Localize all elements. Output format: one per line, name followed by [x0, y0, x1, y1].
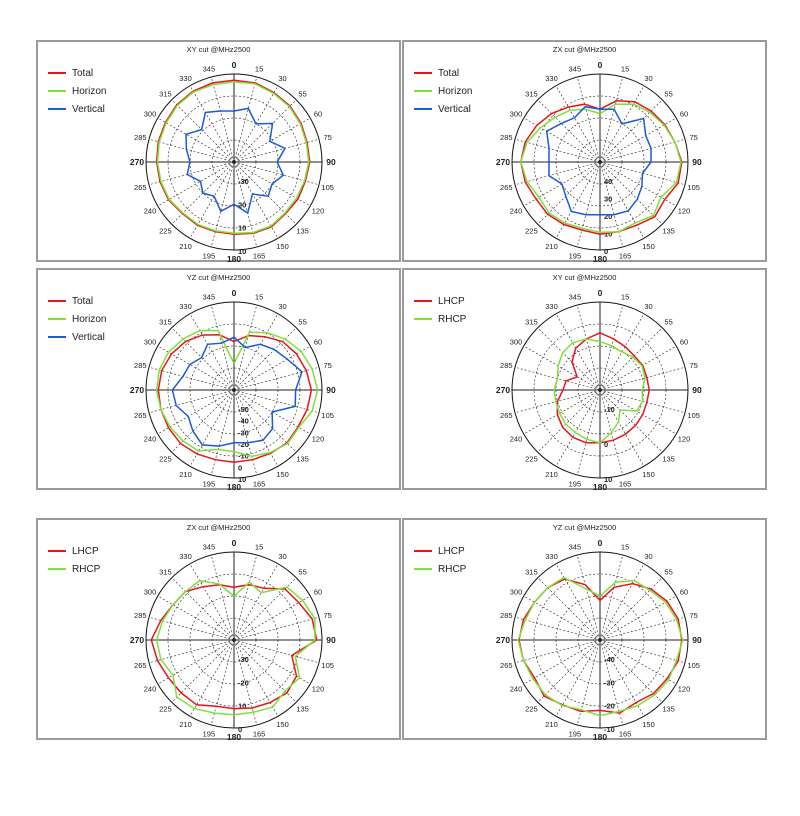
angle-label: 285 — [500, 360, 513, 370]
angle-label: 55 — [664, 317, 673, 327]
angle-label: 165 — [618, 251, 632, 261]
angle-label: 105 — [321, 661, 334, 671]
angle-label: 120 — [677, 206, 691, 216]
angle-label: 75 — [689, 360, 698, 370]
angle-label: 150 — [642, 242, 655, 252]
angle-label: 210 — [545, 242, 558, 252]
legend — [414, 292, 466, 328]
angle-label: 265 — [500, 183, 513, 193]
grid-spoke — [515, 617, 600, 640]
legend-item — [414, 100, 472, 118]
legend-label: Horizon — [438, 85, 473, 97]
angle-label: 0 — [597, 538, 603, 548]
angle-label: 180 — [592, 732, 608, 742]
radial-label: -10 — [604, 725, 615, 734]
angle-label: 180 — [226, 254, 242, 264]
grid-spoke — [149, 162, 234, 185]
legend-label: Vertical — [72, 103, 105, 115]
legend — [414, 542, 466, 578]
angle-label: 60 — [679, 109, 689, 119]
radial-label: 10 — [238, 247, 247, 256]
radial-label: 0 — [604, 247, 609, 256]
angle-label: 315 — [525, 89, 538, 99]
angle-label: 240 — [143, 206, 157, 216]
angle-label: 195 — [568, 251, 582, 261]
grid-spoke — [158, 118, 234, 162]
legend-label: Horizon — [72, 85, 107, 97]
angle-label: 270 — [495, 635, 511, 645]
radial-label: -30 — [238, 655, 249, 664]
angle-label: 300 — [143, 109, 157, 119]
angle-label: 30 — [644, 551, 653, 561]
legend-label: RHCP — [438, 563, 467, 575]
angle-label: 120 — [677, 434, 691, 444]
legend-item — [48, 100, 106, 118]
angle-label: 180 — [226, 482, 242, 492]
radial-label: -20 — [238, 440, 249, 449]
angle-label: 225 — [525, 454, 538, 464]
angle-label: 55 — [298, 567, 307, 577]
radial-label: 0 — [604, 440, 609, 449]
radial-label: 20 — [604, 212, 613, 221]
angle-label: 0 — [597, 288, 603, 298]
angle-label: 330 — [545, 551, 558, 561]
angle-label: 30 — [278, 301, 287, 311]
angle-label: 135 — [662, 226, 675, 236]
chart-panel-zx-cut-cp — [36, 518, 401, 740]
radial-label: 10 — [238, 223, 247, 233]
radial-label: 30 — [604, 194, 613, 204]
legend-item — [414, 82, 472, 100]
grid-spoke — [149, 617, 234, 640]
grid-spoke — [190, 314, 234, 390]
chart-panel-yz-cut — [36, 268, 401, 490]
legend — [414, 64, 472, 118]
legend-item — [414, 64, 472, 82]
angle-label: 105 — [687, 411, 700, 421]
angle-label: 265 — [134, 661, 147, 671]
grid-spoke — [172, 390, 234, 452]
angle-label: 315 — [159, 89, 172, 99]
legend-label: Total — [72, 67, 94, 79]
grid-spoke — [234, 617, 319, 640]
grid-spoke — [538, 640, 600, 702]
angle-label: 15 — [620, 292, 630, 302]
angle-label: 300 — [509, 587, 523, 597]
angle-label: 75 — [323, 610, 332, 620]
angle-label: 120 — [311, 206, 325, 216]
angle-label: 15 — [254, 292, 264, 302]
angle-label: 345 — [568, 64, 582, 74]
angle-label: 225 — [525, 226, 538, 236]
angle-label: 210 — [545, 720, 558, 730]
angle-label: 330 — [179, 73, 192, 83]
angle-label: 195 — [568, 479, 582, 489]
angle-label: 300 — [143, 337, 157, 347]
angle-label: 30 — [644, 73, 653, 83]
angle-label: 135 — [296, 226, 309, 236]
legend-item — [48, 82, 106, 100]
radial-label: 40 — [604, 177, 613, 186]
angle-label: 60 — [313, 337, 323, 347]
angle-label: 315 — [525, 317, 538, 327]
chart-title: YZ cut @MHz2500 — [552, 523, 617, 532]
angle-label: 165 — [252, 251, 266, 261]
radial-label: 10 — [604, 475, 613, 484]
chart-panel-xy-cut — [36, 40, 401, 262]
legend-item — [414, 560, 466, 578]
angle-label: 105 — [321, 183, 334, 193]
legend-item — [48, 328, 106, 346]
grid-spoke — [515, 640, 600, 663]
angle-label: 165 — [618, 479, 632, 489]
angle-label: 345 — [202, 542, 216, 552]
angle-label: 90 — [692, 385, 702, 395]
angle-label: 90 — [326, 635, 336, 645]
grid-spoke — [556, 86, 600, 162]
angle-label: 0 — [231, 538, 237, 548]
radial-label: -30 — [238, 177, 249, 186]
angle-label: 0 — [597, 60, 603, 70]
angle-label: 120 — [311, 434, 325, 444]
angle-label: 330 — [545, 73, 558, 83]
angle-label: 345 — [568, 542, 582, 552]
angle-label: 75 — [689, 132, 698, 142]
angle-label: 345 — [202, 64, 216, 74]
chart-panel-zx-cut — [402, 40, 767, 262]
angle-label: 135 — [296, 454, 309, 464]
legend-item — [48, 310, 106, 328]
angle-label: 210 — [545, 470, 558, 480]
legend-item — [414, 310, 466, 328]
angle-label: 30 — [278, 73, 287, 83]
angle-label: 265 — [500, 661, 513, 671]
angle-label: 150 — [276, 720, 289, 730]
angle-label: 285 — [500, 132, 513, 142]
angle-label: 90 — [692, 635, 702, 645]
angle-label: 120 — [677, 684, 691, 694]
angle-label: 225 — [159, 704, 172, 714]
grid-spoke — [211, 555, 234, 640]
radial-label: -20 — [604, 701, 615, 711]
angle-label: 300 — [509, 337, 523, 347]
grid-spoke — [234, 162, 296, 224]
grid-spoke — [149, 390, 234, 413]
angle-label: 270 — [495, 385, 511, 395]
legend-label: Horizon — [72, 313, 107, 325]
grid-spoke — [556, 564, 600, 640]
angle-label: 330 — [179, 551, 192, 561]
angle-label: 345 — [568, 292, 582, 302]
angle-label: 105 — [321, 411, 334, 421]
legend-item — [48, 292, 106, 310]
angle-label: 165 — [252, 729, 266, 739]
angle-label: 90 — [326, 157, 336, 167]
chart-title: ZX cut @MHz2500 — [552, 45, 617, 54]
chart-title: XY cut @MHz2500 — [186, 45, 251, 54]
grid-spoke — [158, 596, 234, 640]
grid-spoke — [524, 640, 600, 684]
angle-label: 225 — [525, 704, 538, 714]
angle-label: 210 — [179, 470, 192, 480]
grid-spoke — [211, 640, 234, 725]
angle-label: 180 — [592, 254, 608, 264]
radial-label: -30 — [604, 678, 615, 688]
radial-label: 10 — [238, 701, 247, 711]
angle-label: 60 — [313, 587, 323, 597]
grid-spoke — [190, 564, 234, 640]
angle-label: 90 — [692, 157, 702, 167]
legend-label: Vertical — [438, 103, 471, 115]
angle-label: 60 — [313, 109, 323, 119]
legend-item — [48, 560, 100, 578]
chart-title: ZX cut @MHz2500 — [186, 523, 251, 532]
legend-label: RHCP — [438, 313, 467, 325]
legend-item — [414, 542, 466, 560]
legend-label: RHCP — [72, 563, 101, 575]
angle-label: 240 — [509, 434, 523, 444]
radial-label: 0 — [238, 725, 243, 734]
angle-label: 300 — [143, 587, 157, 597]
angle-label: 60 — [679, 587, 689, 597]
angle-label: 15 — [620, 542, 630, 552]
angle-label: 105 — [687, 661, 700, 671]
angle-label: 315 — [159, 317, 172, 327]
angle-label: 195 — [202, 479, 216, 489]
radial-label: -20 — [238, 678, 249, 688]
angle-label: 265 — [500, 411, 513, 421]
grid-spoke — [211, 305, 234, 390]
angle-label: 135 — [662, 704, 675, 714]
grid-spoke — [600, 305, 623, 390]
angle-label: 0 — [231, 60, 237, 70]
angle-label: 55 — [664, 567, 673, 577]
series-line-rhcp — [157, 581, 315, 715]
angle-label: 285 — [134, 132, 147, 142]
legend-label: Total — [72, 295, 94, 307]
grid-spoke — [211, 77, 234, 162]
grid-spoke — [600, 640, 662, 702]
angle-label: 240 — [143, 684, 157, 694]
angle-label: 270 — [129, 385, 145, 395]
radial-label: -10 — [604, 405, 615, 414]
angle-label: 195 — [202, 251, 216, 261]
grid-spoke — [190, 162, 234, 238]
angle-label: 270 — [129, 635, 145, 645]
angle-label: 240 — [509, 684, 523, 694]
angle-label: 180 — [592, 482, 608, 492]
grid-spoke — [524, 390, 600, 434]
angle-label: 195 — [202, 729, 216, 739]
angle-label: 265 — [134, 411, 147, 421]
angle-label: 75 — [689, 610, 698, 620]
chart-panel-xy-cut-cp — [402, 268, 767, 490]
legend-item — [414, 292, 466, 310]
grid-spoke — [600, 564, 644, 640]
grid-spoke — [234, 564, 278, 640]
angle-label: 210 — [179, 720, 192, 730]
legend-label: LHCP — [438, 545, 465, 557]
radial-label: -10 — [238, 451, 249, 461]
legend-label: Total — [438, 67, 460, 79]
angle-label: 55 — [298, 89, 307, 99]
angle-label: 225 — [159, 454, 172, 464]
grid-spoke — [577, 390, 600, 475]
angle-label: 15 — [254, 542, 264, 552]
chart-panel-yz-cut-cp — [402, 518, 767, 740]
angle-label: 0 — [231, 288, 237, 298]
legend — [48, 292, 106, 346]
angle-label: 15 — [254, 64, 264, 74]
grid-spoke — [190, 86, 234, 162]
angle-label: 150 — [642, 720, 655, 730]
legend-item — [48, 64, 106, 82]
angle-label: 315 — [525, 567, 538, 577]
angle-label: 15 — [620, 64, 630, 74]
grid-spoke — [600, 390, 662, 452]
radial-label: -30 — [238, 428, 249, 438]
grid-spoke — [577, 77, 600, 162]
legend-label: LHCP — [438, 295, 465, 307]
angle-label: 135 — [296, 704, 309, 714]
angle-label: 30 — [278, 551, 287, 561]
angle-label: 195 — [568, 729, 582, 739]
angle-label: 150 — [642, 470, 655, 480]
angle-label: 55 — [664, 89, 673, 99]
angle-label: 210 — [179, 242, 192, 252]
radial-label: 10 — [604, 229, 613, 239]
angle-label: 300 — [509, 109, 523, 119]
angle-label: 285 — [134, 360, 147, 370]
angle-label: 75 — [323, 360, 332, 370]
angle-label: 135 — [662, 454, 675, 464]
angle-label: 75 — [323, 132, 332, 142]
angle-label: 225 — [159, 226, 172, 236]
angle-label: 265 — [134, 183, 147, 193]
angle-label: 165 — [618, 729, 632, 739]
angle-label: 270 — [495, 157, 511, 167]
angle-label: 270 — [129, 157, 145, 167]
legend-label: Vertical — [72, 331, 105, 343]
angle-label: 150 — [276, 242, 289, 252]
radial-label: -40 — [604, 655, 615, 664]
grid-spoke — [577, 162, 600, 247]
angle-label: 330 — [545, 301, 558, 311]
legend — [48, 542, 100, 578]
legend-item — [48, 542, 100, 560]
angle-label: 90 — [326, 385, 336, 395]
grid-spoke — [158, 346, 234, 390]
grid-spoke — [600, 617, 685, 640]
chart-title: XY cut @MHz2500 — [552, 273, 617, 282]
grid-spoke — [577, 305, 600, 390]
angle-label: 180 — [226, 732, 242, 742]
angle-label: 165 — [252, 479, 266, 489]
radial-label: 0 — [238, 463, 243, 473]
grid-spoke — [149, 640, 234, 663]
angle-label: 55 — [298, 317, 307, 327]
angle-label: 240 — [143, 434, 157, 444]
angle-label: 60 — [679, 337, 689, 347]
radial-label: 20 — [238, 200, 247, 210]
angle-label: 285 — [134, 610, 147, 620]
grid-spoke — [158, 390, 234, 434]
angle-label: 105 — [687, 183, 700, 193]
angle-label: 30 — [644, 301, 653, 311]
radial-label: 10 — [238, 475, 247, 484]
angle-label: 330 — [179, 301, 192, 311]
angle-label: 285 — [500, 610, 513, 620]
angle-label: 315 — [159, 567, 172, 577]
angle-label: 240 — [509, 206, 523, 216]
angle-label: 150 — [276, 470, 289, 480]
chart-title: YZ cut @MHz2500 — [186, 273, 251, 282]
angle-label: 120 — [311, 684, 325, 694]
grid-spoke — [172, 100, 234, 162]
series-line-lhcp — [557, 333, 649, 443]
radial-label: -50 — [238, 405, 249, 414]
legend-label: LHCP — [72, 545, 99, 557]
radial-label: -40 — [238, 416, 249, 426]
grid-spoke — [158, 640, 234, 684]
angle-label: 345 — [202, 292, 216, 302]
legend — [48, 64, 106, 118]
grid-spoke — [234, 555, 257, 640]
